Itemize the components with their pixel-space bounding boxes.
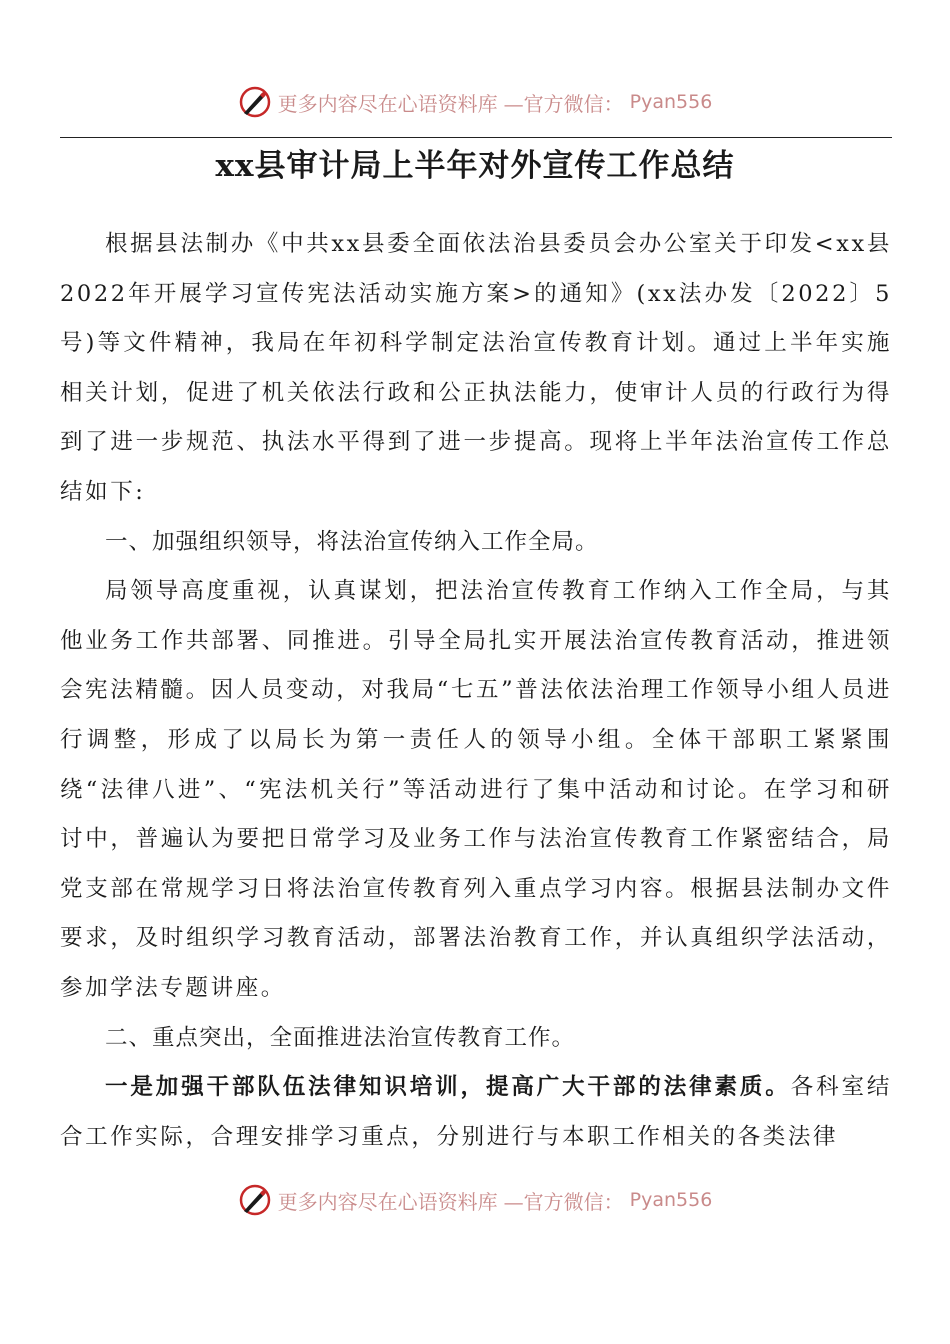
watermark-text: 更多内容尽在心语资料库 — [277, 1189, 498, 1214]
pen-logo-icon — [238, 1183, 272, 1217]
watermark-separator: —官方微信： — [503, 91, 624, 116]
paragraph-section-2-point-1 — [60, 1063, 892, 1162]
watermark-separator: —官方微信： — [503, 1189, 624, 1214]
watermark-header — [0, 82, 950, 122]
watermark-text: 更多内容尽在心语资料库 — [277, 91, 498, 116]
section-heading-1: 一、加强组织领导，将法治宣传纳入工作全局。 — [105, 528, 599, 555]
lead-paragraph-text: 各科室结合工作实际，合理安排学习重点，分别进行与本职工作相关的各类法律 — [60, 1074, 892, 1150]
paragraph-intro: 根据县法制办《中共xx县委全面依法治县委员会办公室关于印发<xx县2022年开展学习宣传宪法活动实施方案>的通知》(xx法办发〔2022〕5号)等文件精神，我局在年初科学制定法治宣传教育计划。通过上半年实施相关计划，促进了机关依法行政和公正执法能力，使审计人员的行政行为得到了进一步规范、执法水平得到了进一步提高。现将上半年法治宣传工作总结如下: — [60, 231, 892, 505]
lead-sentence: 一是加强干部队伍法律知识培训，提高广大干部的法律素质。 — [105, 1074, 791, 1101]
watermark-wechat-id: Pyan556 — [629, 91, 713, 113]
section-heading-2: 二、重点突出，全面推进法治宣传教育工作。 — [105, 1024, 576, 1051]
header-rule — [60, 137, 892, 138]
watermark-footer — [0, 1180, 950, 1220]
pen-logo-icon — [238, 85, 272, 119]
paragraph-section-1: 局领导高度重视，认真谋划，把法治宣传教育工作纳入工作全局，与其他业务工作共部署、同推进。引导全局扎实开展法治宣传教育活动，推进领会宪法精髓。因人员变动，对我局“七五”普法依法治理工作领导小组人员进行调整，形成了以局长为第一责任人的领导小组。全体干部职工紧紧围绕“法律八进”、“宪法机关行”等活动进行了集中活动和讨论。在学习和研讨中，普遍认为要把日常学习及业务工作与法治宣传教育工作紧密结合，局党支部在常规学习日将法治宣传教育列入重点学习内容。根据县法制办文件要求，及时组织学习教育活动，部署法治教育工作，并认真组织学法活动，参加学法专题讲座。 — [60, 578, 892, 1001]
watermark-wechat-id: Pyan556 — [629, 1189, 713, 1211]
document-title: xx县审计局上半年对外宣传工作总结 — [215, 148, 735, 184]
document-body — [60, 220, 892, 1162]
